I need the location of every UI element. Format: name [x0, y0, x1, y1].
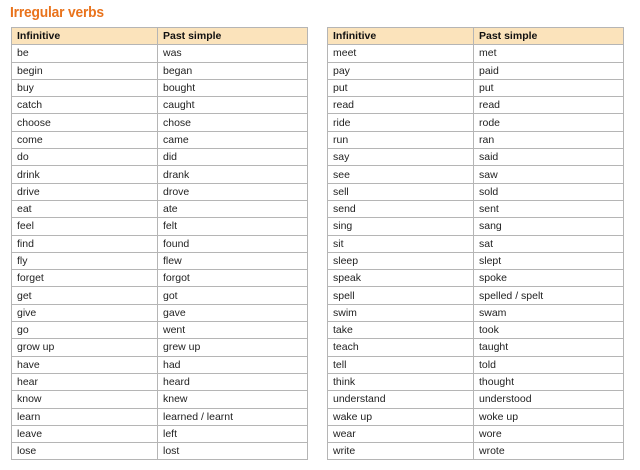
page-title: Irregular verbs: [10, 4, 104, 21]
cell-past-simple: said: [474, 149, 624, 166]
cell-past-simple: began: [158, 62, 308, 79]
table-row: [12, 200, 308, 217]
cell-infinitive: eat: [12, 200, 158, 217]
table-row: [328, 235, 624, 252]
cell-infinitive: know: [12, 391, 158, 408]
table-row: [12, 149, 308, 166]
cell-infinitive: buy: [12, 79, 158, 96]
cell-past-simple: did: [158, 149, 308, 166]
cell-past-simple: learned / learnt: [158, 408, 308, 425]
cell-infinitive: give: [12, 304, 158, 321]
table-row: [328, 45, 624, 62]
table-row: [12, 131, 308, 148]
table-row: [328, 252, 624, 269]
table-row: [328, 408, 624, 425]
cell-past-simple: ran: [474, 131, 624, 148]
table-row: [328, 270, 624, 287]
cell-infinitive: get: [12, 287, 158, 304]
cell-past-simple: swam: [474, 304, 624, 321]
cell-past-simple: spoke: [474, 270, 624, 287]
table-row: [12, 356, 308, 373]
cell-past-simple: understood: [474, 391, 624, 408]
cell-infinitive: leave: [12, 425, 158, 442]
header-infinitive: Infinitive: [328, 28, 474, 45]
table-row: [328, 425, 624, 442]
cell-past-simple: flew: [158, 252, 308, 269]
cell-past-simple: wore: [474, 425, 624, 442]
cell-past-simple: got: [158, 287, 308, 304]
cell-infinitive: write: [328, 443, 474, 460]
cell-infinitive: catch: [12, 97, 158, 114]
table-row: [12, 287, 308, 304]
cell-past-simple: woke up: [474, 408, 624, 425]
table-row: [12, 97, 308, 114]
cell-past-simple: rode: [474, 114, 624, 131]
table-row: [12, 322, 308, 339]
cell-past-simple: found: [158, 235, 308, 252]
table-row: [328, 304, 624, 321]
table-header-row: [12, 28, 308, 45]
cell-past-simple: gave: [158, 304, 308, 321]
cell-infinitive: run: [328, 131, 474, 148]
cell-past-simple: paid: [474, 62, 624, 79]
cell-infinitive: sell: [328, 183, 474, 200]
cell-infinitive: fly: [12, 252, 158, 269]
cell-past-simple: read: [474, 97, 624, 114]
table-row: [328, 287, 624, 304]
table-row: [328, 356, 624, 373]
cell-past-simple: had: [158, 356, 308, 373]
table-body: [328, 45, 624, 460]
cell-infinitive: understand: [328, 391, 474, 408]
cell-past-simple: wrote: [474, 443, 624, 460]
cell-past-simple: drove: [158, 183, 308, 200]
cell-infinitive: go: [12, 322, 158, 339]
table-row: [328, 62, 624, 79]
cell-past-simple: lost: [158, 443, 308, 460]
cell-infinitive: do: [12, 149, 158, 166]
cell-infinitive: sing: [328, 218, 474, 235]
table-row: [328, 183, 624, 200]
verbs-table-right: [327, 27, 624, 460]
cell-infinitive: think: [328, 373, 474, 390]
table-row: [12, 235, 308, 252]
cell-past-simple: ate: [158, 200, 308, 217]
table-row: [12, 443, 308, 460]
table-row: [328, 114, 624, 131]
cell-past-simple: went: [158, 322, 308, 339]
cell-past-simple: chose: [158, 114, 308, 131]
table-row: [328, 200, 624, 217]
cell-infinitive: tell: [328, 356, 474, 373]
cell-past-simple: was: [158, 45, 308, 62]
table-row: [12, 166, 308, 183]
table-row: [328, 339, 624, 356]
cell-past-simple: sent: [474, 200, 624, 217]
cell-infinitive: teach: [328, 339, 474, 356]
cell-past-simple: knew: [158, 391, 308, 408]
cell-past-simple: thought: [474, 373, 624, 390]
cell-infinitive: speak: [328, 270, 474, 287]
cell-past-simple: took: [474, 322, 624, 339]
header-infinitive: Infinitive: [12, 28, 158, 45]
table-row: [328, 373, 624, 390]
cell-past-simple: sold: [474, 183, 624, 200]
table-row: [12, 252, 308, 269]
cell-infinitive: feel: [12, 218, 158, 235]
cell-infinitive: have: [12, 356, 158, 373]
table-row: [328, 131, 624, 148]
cell-infinitive: find: [12, 235, 158, 252]
table-row: [328, 391, 624, 408]
cell-past-simple: told: [474, 356, 624, 373]
table-header-row: [328, 28, 624, 45]
cell-past-simple: sat: [474, 235, 624, 252]
table-row: [12, 270, 308, 287]
table-row: [12, 408, 308, 425]
cell-past-simple: forgot: [158, 270, 308, 287]
cell-past-simple: slept: [474, 252, 624, 269]
table-row: [12, 339, 308, 356]
table-row: [328, 322, 624, 339]
cell-past-simple: bought: [158, 79, 308, 96]
cell-infinitive: swim: [328, 304, 474, 321]
cell-past-simple: grew up: [158, 339, 308, 356]
table-row: [12, 425, 308, 442]
cell-infinitive: sleep: [328, 252, 474, 269]
cell-infinitive: say: [328, 149, 474, 166]
cell-past-simple: drank: [158, 166, 308, 183]
cell-past-simple: came: [158, 131, 308, 148]
header-past-simple: Past simple: [158, 28, 308, 45]
table-row: [328, 218, 624, 235]
cell-infinitive: spell: [328, 287, 474, 304]
cell-infinitive: forget: [12, 270, 158, 287]
cell-past-simple: put: [474, 79, 624, 96]
table-row: [12, 114, 308, 131]
cell-infinitive: wear: [328, 425, 474, 442]
table-row: [328, 149, 624, 166]
cell-past-simple: spelled / spelt: [474, 287, 624, 304]
table-row: [328, 79, 624, 96]
cell-infinitive: be: [12, 45, 158, 62]
cell-past-simple: caught: [158, 97, 308, 114]
cell-infinitive: drive: [12, 183, 158, 200]
table-row: [12, 79, 308, 96]
cell-past-simple: heard: [158, 373, 308, 390]
cell-past-simple: met: [474, 45, 624, 62]
cell-infinitive: begin: [12, 62, 158, 79]
cell-infinitive: come: [12, 131, 158, 148]
table-row: [12, 304, 308, 321]
cell-past-simple: felt: [158, 218, 308, 235]
cell-infinitive: put: [328, 79, 474, 96]
cell-infinitive: meet: [328, 45, 474, 62]
cell-infinitive: read: [328, 97, 474, 114]
cell-infinitive: grow up: [12, 339, 158, 356]
cell-infinitive: pay: [328, 62, 474, 79]
cell-past-simple: saw: [474, 166, 624, 183]
table-row: [12, 183, 308, 200]
cell-infinitive: sit: [328, 235, 474, 252]
table-row: [12, 391, 308, 408]
verbs-table-left: [11, 27, 308, 460]
table-row: [328, 97, 624, 114]
table-body: [12, 45, 308, 460]
cell-infinitive: take: [328, 322, 474, 339]
cell-infinitive: hear: [12, 373, 158, 390]
table-row: [12, 62, 308, 79]
table-row: [328, 443, 624, 460]
cell-infinitive: drink: [12, 166, 158, 183]
cell-infinitive: ride: [328, 114, 474, 131]
cell-infinitive: wake up: [328, 408, 474, 425]
cell-past-simple: taught: [474, 339, 624, 356]
cell-infinitive: choose: [12, 114, 158, 131]
table-row: [12, 45, 308, 62]
table-row: [12, 218, 308, 235]
cell-past-simple: left: [158, 425, 308, 442]
cell-infinitive: see: [328, 166, 474, 183]
table-row: [12, 373, 308, 390]
table-row: [328, 166, 624, 183]
header-past-simple: Past simple: [474, 28, 624, 45]
cell-infinitive: send: [328, 200, 474, 217]
cell-infinitive: learn: [12, 408, 158, 425]
cell-infinitive: lose: [12, 443, 158, 460]
cell-past-simple: sang: [474, 218, 624, 235]
